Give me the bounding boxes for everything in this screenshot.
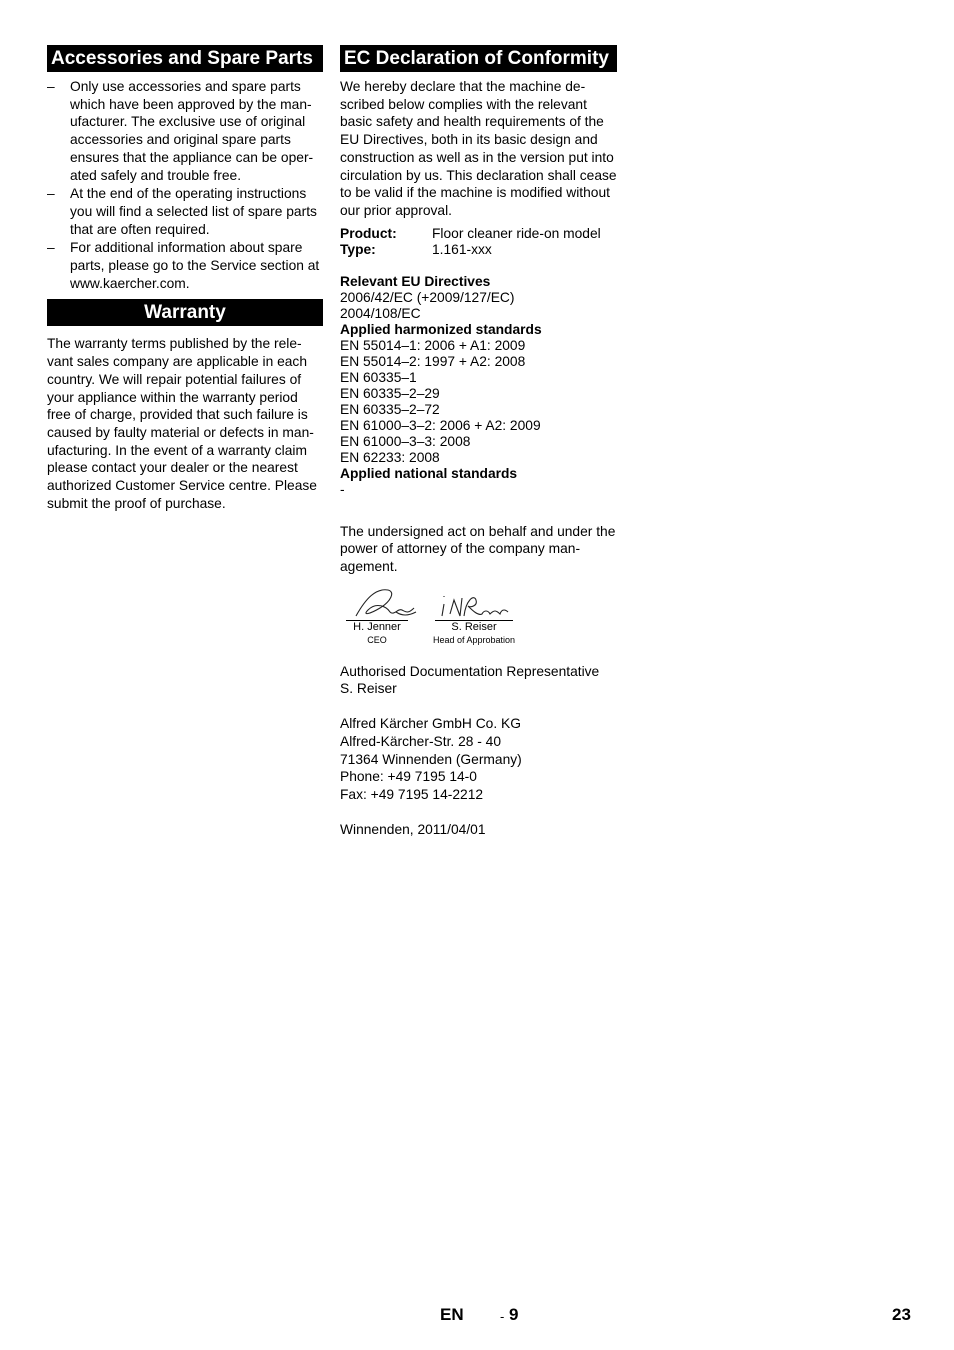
standard-item: EN 60335–2–29 [340,385,440,401]
footer-language: EN [440,1305,464,1324]
standard-item: EN 60335–1 [340,369,417,385]
company-line: Alfred-Kärcher-Str. 28 - 40 [340,733,502,749]
representative-block [340,663,617,698]
signatory-role: Head of Approbation [432,634,516,645]
footer-dash: - [500,1309,505,1324]
standard-item: EN 60335–2–72 [340,401,440,417]
company-line: Fax: +49 7195 14-2212 [340,786,484,802]
page-number: 23 [892,1305,911,1324]
ec-intro: We hereby declare that the machine de-scribed below complies with the relevant basic safety and health requirements of the EU Directives, both in its basic design and construction as well as in the version put into circulation by us. This declaration shall cease to be valid if the machine is modified without our prior approval. [340,79,617,218]
accessories-heading: Accessories and Spare Parts [47,45,323,72]
right-column [340,45,617,838]
list-item: – Only use accessories and spare parts which have been approved by the man-ufacturer. The exclusive use of original accessories and original spare parts ensures that the appliance can be oper-ated safely and trouble free. [47,79,314,183]
directive-item: 2004/108/EC [340,305,421,321]
warranty-text: The warranty terms published by the rele-vant sales company are applicable in each country. We will repair potential failures of your appliance within the warranty period free of charge, provided that such failure is caused by faulty material or defects in man-ufacturing. In the event of a warranty claim please contact your dealer or the nearest authorized Customer Service centre. Please submit the proof of purchase. [47,336,317,511]
representative-name: S. Reiser [340,681,397,697]
standard-item: EN 55014–1: 2006 + A1: 2009 [340,337,526,353]
standard-item: EN 62233: 2008 [340,449,440,465]
directives-heading: Relevant EU Directives [340,273,491,289]
signatory-name: S. Reiser [435,620,513,634]
signature-jenner [346,586,408,646]
type-row: Type: 1.161-xxx [340,242,492,258]
footer-section-number: 9 [509,1305,519,1324]
national-heading: Applied national standards [340,465,518,481]
product-block [340,226,617,259]
company-block [340,715,617,804]
company-line: Phone: +49 7195 14-0 [340,769,477,785]
undersigned-text: The undersigned act on behalf and under the power of attorney of the company man-agement. [340,523,616,575]
standards-block [340,274,617,498]
product-row: Product: Floor cleaner ride-on model [340,225,601,241]
company-line: 71364 Winnenden (Germany) [340,751,522,767]
directive-item: 2006/42/EC (+2009/127/EC) [340,289,515,305]
harmonized-heading: Applied harmonized standards [340,321,542,337]
signatory-role: CEO [367,634,387,645]
list-item: – At the end of the operating instructions you will find a selected list of spare parts that are often required. [47,186,317,237]
place-date: Winnenden, 2011/04/01 [340,821,486,837]
ec-heading: EC Declaration of Conformity [340,45,617,72]
signature-reiser [428,586,520,646]
standard-item: EN 61000–3–2: 2006 + A2: 2009 [340,417,541,433]
signatures [340,586,617,660]
accessories-list [47,78,323,292]
representative-title: Authorised Documentation Representative [340,663,600,679]
standard-item: EN 55014–2: 1997 + A2: 2008 [340,353,526,369]
signature-jenner-mark [346,586,418,620]
left-column [47,45,323,512]
national-value: - [340,481,345,497]
list-item: – For additional information about spare parts, please go to the Service section at www.kaercher.com. [47,240,320,291]
warranty-heading: Warranty [47,299,323,326]
signature-reiser-mark [438,586,510,620]
company-line: Alfred Kärcher GmbH Co. KG [340,716,521,732]
standard-item: EN 61000–3–3: 2008 [340,433,471,449]
signatory-name: H. Jenner [346,620,408,634]
